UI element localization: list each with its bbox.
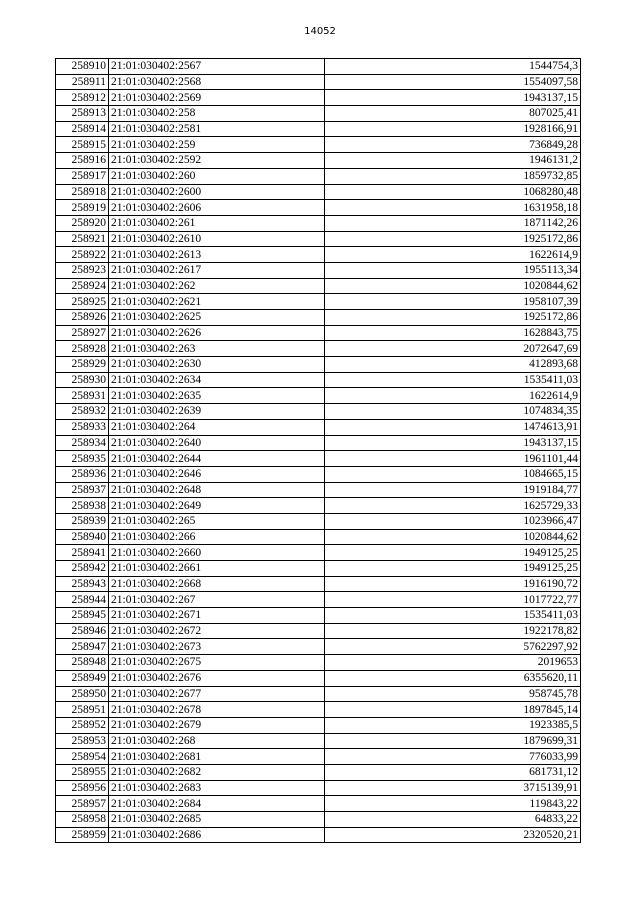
- cadastral-number-cell: 21:01:030402:267: [109, 592, 325, 608]
- cadastral-value-cell: 958745,78: [325, 686, 581, 702]
- cadastral-value-cell: 1919184,77: [325, 482, 581, 498]
- row-number-cell: 258951: [56, 702, 109, 718]
- cadastral-value-cell: 1068280,48: [325, 184, 581, 200]
- table-row: [56, 608, 581, 624]
- cadastral-number-cell: 21:01:030402:2684: [109, 796, 325, 812]
- cadastral-value-cell: 1535411,03: [325, 608, 581, 624]
- cadastral-value-cell: 1943137,15: [325, 435, 581, 451]
- row-number-cell: 258955: [56, 764, 109, 780]
- row-number-cell: 258952: [56, 717, 109, 733]
- table-row: [56, 137, 581, 153]
- cadastral-value-cell: 1958107,39: [325, 294, 581, 310]
- row-number-cell: 258929: [56, 357, 109, 373]
- cadastral-number-cell: 21:01:030402:2686: [109, 827, 325, 843]
- cadastral-value-cell: 1961101,44: [325, 451, 581, 467]
- table-row: [56, 592, 581, 608]
- cadastral-value-cell: 5762297,92: [325, 639, 581, 655]
- cadastral-value-cell: 412893,68: [325, 357, 581, 373]
- cadastral-value-cell: 119843,22: [325, 796, 581, 812]
- table-row: [56, 231, 581, 247]
- table-row: [56, 513, 581, 529]
- cadastral-number-cell: 21:01:030402:265: [109, 513, 325, 529]
- table-row: [56, 215, 581, 231]
- table-row: [56, 451, 581, 467]
- cadastral-number-cell: 21:01:030402:2581: [109, 121, 325, 137]
- row-number-cell: 258931: [56, 388, 109, 404]
- cadastral-value-cell: 1554097,58: [325, 74, 581, 90]
- table-row: [56, 576, 581, 592]
- cadastral-value-cell: 1622614,9: [325, 388, 581, 404]
- table-row: [56, 310, 581, 326]
- table-row: [56, 498, 581, 514]
- table-row: [56, 623, 581, 639]
- table-row: [56, 686, 581, 702]
- cadastral-number-cell: 21:01:030402:2621: [109, 294, 325, 310]
- cadastral-value-cell: 1879699,31: [325, 733, 581, 749]
- table-row: [56, 325, 581, 341]
- cadastral-number-cell: 21:01:030402:2617: [109, 262, 325, 278]
- row-number-cell: 258948: [56, 655, 109, 671]
- cadastral-value-cell: 2072647,69: [325, 341, 581, 357]
- cadastral-value-cell: 64833,22: [325, 812, 581, 828]
- cadastral-number-cell: 21:01:030402:2678: [109, 702, 325, 718]
- cadastral-number-cell: 21:01:030402:2613: [109, 247, 325, 263]
- cadastral-number-cell: 21:01:030402:2634: [109, 372, 325, 388]
- row-number-cell: 258914: [56, 121, 109, 137]
- row-number-cell: 258958: [56, 812, 109, 828]
- row-number-cell: 258928: [56, 341, 109, 357]
- row-number-cell: 258945: [56, 608, 109, 624]
- cadastral-value-cell: 1949125,25: [325, 561, 581, 577]
- cadastral-number-cell: 21:01:030402:2660: [109, 545, 325, 561]
- cadastral-number-cell: 21:01:030402:2639: [109, 404, 325, 420]
- row-number-cell: 258939: [56, 513, 109, 529]
- cadastral-number-cell: 21:01:030402:2592: [109, 153, 325, 169]
- row-number-cell: 258912: [56, 90, 109, 106]
- cadastral-number-cell: 21:01:030402:2630: [109, 357, 325, 373]
- table-row: [56, 733, 581, 749]
- table-row: [56, 357, 581, 373]
- table-row: [56, 827, 581, 843]
- table-row: [56, 435, 581, 451]
- cadastral-value-cell: 681731,12: [325, 764, 581, 780]
- row-number-cell: 258940: [56, 529, 109, 545]
- row-number-cell: 258930: [56, 372, 109, 388]
- cadastral-value-cell: 1628843,75: [325, 325, 581, 341]
- row-number-cell: 258923: [56, 262, 109, 278]
- table-row: [56, 388, 581, 404]
- cadastral-value-cell: 1922178,82: [325, 623, 581, 639]
- row-number-cell: 258915: [56, 137, 109, 153]
- row-number-cell: 258957: [56, 796, 109, 812]
- cadastral-number-cell: 21:01:030402:2567: [109, 59, 325, 75]
- table-row: [56, 796, 581, 812]
- row-number-cell: 258926: [56, 310, 109, 326]
- cadastral-value-cell: 1943137,15: [325, 90, 581, 106]
- table-row: [56, 545, 581, 561]
- cadastral-number-cell: 21:01:030402:2644: [109, 451, 325, 467]
- cadastral-value-cell: 6355620,11: [325, 670, 581, 686]
- cadastral-number-cell: 21:01:030402:266: [109, 529, 325, 545]
- cadastral-value-cell: 1544754,3: [325, 59, 581, 75]
- cadastral-number-cell: 21:01:030402:2668: [109, 576, 325, 592]
- cadastral-value-cell: 1017722,77: [325, 592, 581, 608]
- row-number-cell: 258954: [56, 749, 109, 765]
- table-row: [56, 106, 581, 122]
- row-number-cell: 258953: [56, 733, 109, 749]
- cadastral-number-cell: 21:01:030402:2673: [109, 639, 325, 655]
- row-number-cell: 258921: [56, 231, 109, 247]
- cadastral-number-cell: 21:01:030402:2610: [109, 231, 325, 247]
- row-number-cell: 258956: [56, 780, 109, 796]
- row-number-cell: 258959: [56, 827, 109, 843]
- row-number-cell: 258942: [56, 561, 109, 577]
- row-number-cell: 258937: [56, 482, 109, 498]
- row-number-cell: 258920: [56, 215, 109, 231]
- row-number-cell: 258927: [56, 325, 109, 341]
- table-body: [56, 59, 581, 843]
- cadastral-number-cell: 21:01:030402:2677: [109, 686, 325, 702]
- table-row: [56, 121, 581, 137]
- cadastral-number-cell: 21:01:030402:2640: [109, 435, 325, 451]
- row-number-cell: 258913: [56, 106, 109, 122]
- cadastral-value-cell: 1074834,35: [325, 404, 581, 420]
- table-row: [56, 482, 581, 498]
- cadastral-number-cell: 21:01:030402:2679: [109, 717, 325, 733]
- cadastral-number-cell: 21:01:030402:263: [109, 341, 325, 357]
- cadastral-value-cell: 1625729,33: [325, 498, 581, 514]
- cadastral-value-cell: 1946131,2: [325, 153, 581, 169]
- row-number-cell: 258916: [56, 153, 109, 169]
- cadastral-value-cell: 736849,28: [325, 137, 581, 153]
- table-row: [56, 404, 581, 420]
- cadastral-number-cell: 21:01:030402:258: [109, 106, 325, 122]
- cadastral-value-cell: 1928166,91: [325, 121, 581, 137]
- row-number-cell: 258932: [56, 404, 109, 420]
- cadastral-value-cell: 1023966,47: [325, 513, 581, 529]
- table-row: [56, 717, 581, 733]
- cadastral-value-cell: 1949125,25: [325, 545, 581, 561]
- cadastral-number-cell: 21:01:030402:2635: [109, 388, 325, 404]
- cadastral-value-cell: 1859732,85: [325, 168, 581, 184]
- table-row: [56, 59, 581, 75]
- table-row: [56, 294, 581, 310]
- row-number-cell: 258944: [56, 592, 109, 608]
- cadastral-number-cell: 21:01:030402:2606: [109, 200, 325, 216]
- cadastral-value-cell: 1622614,9: [325, 247, 581, 263]
- row-number-cell: 258925: [56, 294, 109, 310]
- table-row: [56, 168, 581, 184]
- table-row: [56, 419, 581, 435]
- cadastral-number-cell: 21:01:030402:2569: [109, 90, 325, 106]
- table-row: [56, 372, 581, 388]
- page-number: 14052: [304, 26, 336, 37]
- cadastral-number-cell: 21:01:030402:261: [109, 215, 325, 231]
- cadastral-number-cell: 21:01:030402:2676: [109, 670, 325, 686]
- row-number-cell: 258910: [56, 59, 109, 75]
- row-number-cell: 258919: [56, 200, 109, 216]
- cadastral-number-cell: 21:01:030402:2681: [109, 749, 325, 765]
- row-number-cell: 258949: [56, 670, 109, 686]
- row-number-cell: 258946: [56, 623, 109, 639]
- table-row: [56, 655, 581, 671]
- table-row: [56, 247, 581, 263]
- cadastral-value-cell: 1020844,62: [325, 278, 581, 294]
- cadastral-value-cell: 1925172,86: [325, 231, 581, 247]
- table-row: [56, 780, 581, 796]
- cadastral-value-cell: 1916190,72: [325, 576, 581, 592]
- cadastral-value-cell: 1535411,03: [325, 372, 581, 388]
- cadastral-value-cell: 1897845,14: [325, 702, 581, 718]
- cadastral-number-cell: 21:01:030402:2661: [109, 561, 325, 577]
- cadastral-value-cell: 807025,41: [325, 106, 581, 122]
- table-row: [56, 341, 581, 357]
- table-row: [56, 200, 581, 216]
- table-row: [56, 702, 581, 718]
- cadastral-number-cell: 21:01:030402:2625: [109, 310, 325, 326]
- cadastral-number-cell: 21:01:030402:262: [109, 278, 325, 294]
- cadastral-number-cell: 21:01:030402:2685: [109, 812, 325, 828]
- cadastral-value-cell: 1923385,5: [325, 717, 581, 733]
- cadastral-number-cell: 21:01:030402:2683: [109, 780, 325, 796]
- table-row: [56, 184, 581, 200]
- table-row: [56, 74, 581, 90]
- cadastral-number-cell: 21:01:030402:259: [109, 137, 325, 153]
- table-row: [56, 153, 581, 169]
- row-number-cell: 258911: [56, 74, 109, 90]
- cadastral-number-cell: 21:01:030402:264: [109, 419, 325, 435]
- cadastral-value-cell: 2019653: [325, 655, 581, 671]
- cadastral-number-cell: 21:01:030402:2671: [109, 608, 325, 624]
- table-row: [56, 529, 581, 545]
- row-number-cell: 258933: [56, 419, 109, 435]
- table-row: [56, 639, 581, 655]
- cadastral-number-cell: 21:01:030402:2568: [109, 74, 325, 90]
- cadastral-value-cell: 1871142,26: [325, 215, 581, 231]
- cadastral-number-cell: 21:01:030402:2675: [109, 655, 325, 671]
- row-number-cell: 258947: [56, 639, 109, 655]
- cadastral-number-cell: 21:01:030402:2682: [109, 764, 325, 780]
- cadastral-value-cell: 3715139,91: [325, 780, 581, 796]
- cadastral-number-cell: 21:01:030402:260: [109, 168, 325, 184]
- cadastral-number-cell: 21:01:030402:2649: [109, 498, 325, 514]
- cadastral-value-cell: 1631958,18: [325, 200, 581, 216]
- row-number-cell: 258922: [56, 247, 109, 263]
- cadastral-value-cell: 1955113,34: [325, 262, 581, 278]
- table-row: [56, 764, 581, 780]
- table-row: [56, 670, 581, 686]
- cadastral-value-table: [55, 58, 581, 843]
- table-row: [56, 561, 581, 577]
- table-row: [56, 749, 581, 765]
- cadastral-number-cell: 21:01:030402:2626: [109, 325, 325, 341]
- cadastral-value-cell: 1020844,62: [325, 529, 581, 545]
- cadastral-value-cell: 2320520,21: [325, 827, 581, 843]
- table-row: [56, 812, 581, 828]
- cadastral-value-cell: 1925172,86: [325, 310, 581, 326]
- row-number-cell: 258924: [56, 278, 109, 294]
- cadastral-number-cell: 21:01:030402:2600: [109, 184, 325, 200]
- cadastral-value-cell: 1474613,91: [325, 419, 581, 435]
- row-number-cell: 258917: [56, 168, 109, 184]
- table-row: [56, 90, 581, 106]
- row-number-cell: 258918: [56, 184, 109, 200]
- row-number-cell: 258936: [56, 466, 109, 482]
- row-number-cell: 258938: [56, 498, 109, 514]
- table-row: [56, 466, 581, 482]
- table-row: [56, 278, 581, 294]
- row-number-cell: 258950: [56, 686, 109, 702]
- row-number-cell: 258935: [56, 451, 109, 467]
- cadastral-value-cell: 1084665,15: [325, 466, 581, 482]
- table-row: [56, 262, 581, 278]
- cadastral-number-cell: 21:01:030402:2648: [109, 482, 325, 498]
- cadastral-value-cell: 776033,99: [325, 749, 581, 765]
- row-number-cell: 258943: [56, 576, 109, 592]
- cadastral-number-cell: 21:01:030402:268: [109, 733, 325, 749]
- row-number-cell: 258941: [56, 545, 109, 561]
- row-number-cell: 258934: [56, 435, 109, 451]
- cadastral-number-cell: 21:01:030402:2672: [109, 623, 325, 639]
- cadastral-number-cell: 21:01:030402:2646: [109, 466, 325, 482]
